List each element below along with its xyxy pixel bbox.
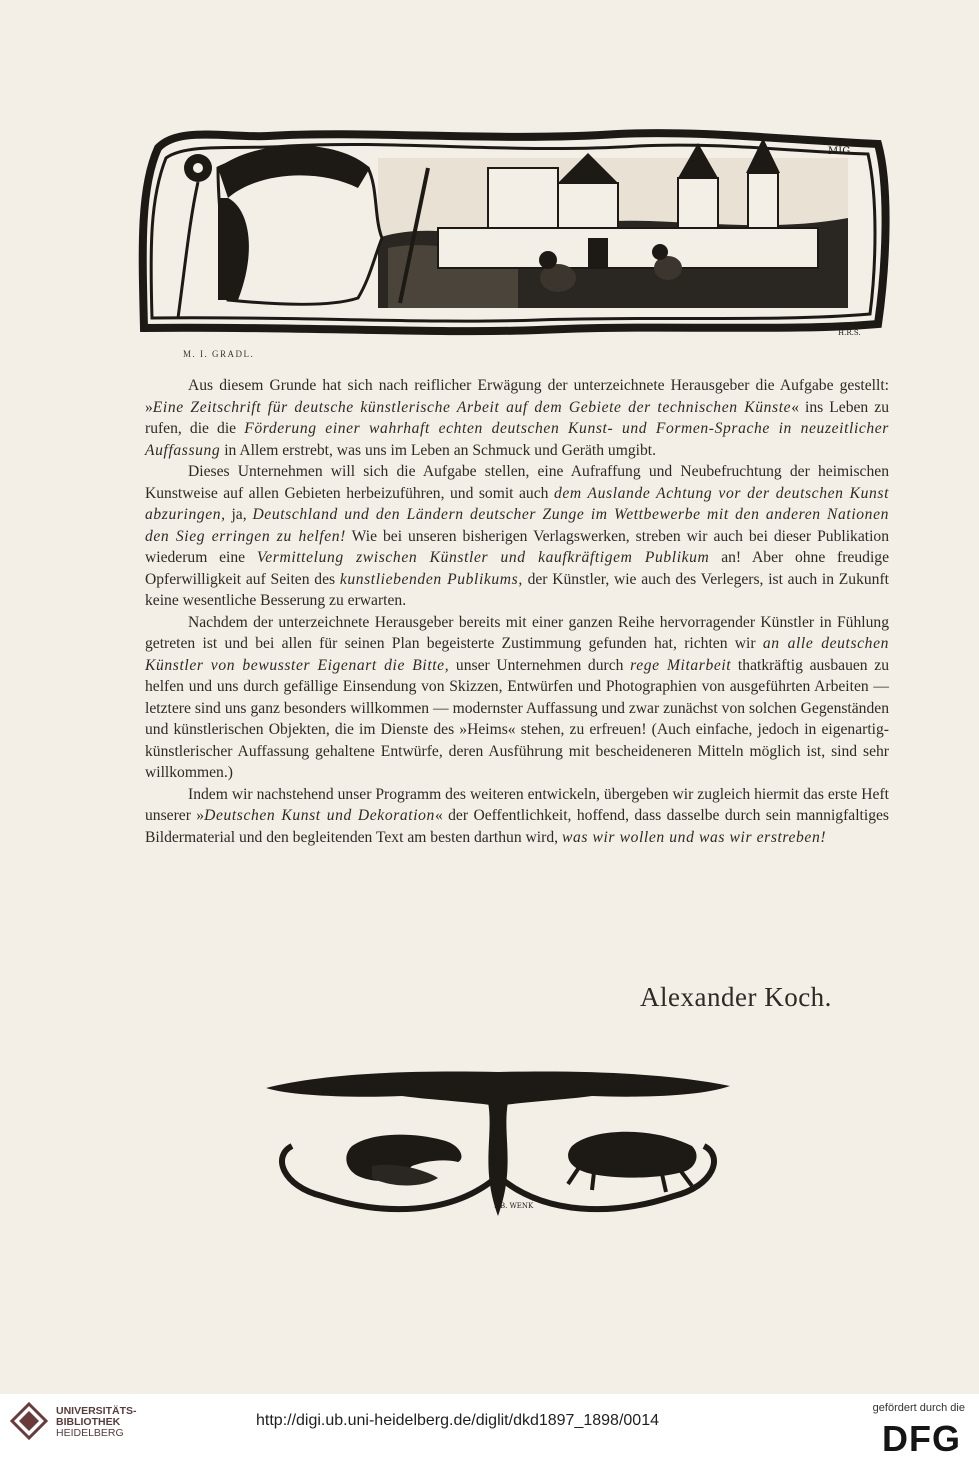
footer-bar — [0, 1394, 979, 1466]
text-run: in Allem erstrebt, was uns im Leben an Schmuck und Geräth umgibt. — [220, 441, 656, 459]
text-run: Nachdem der unterzeichnete Herausgeber bereits mit einer ganzen Reihe hervorragender Künstler in Fühlung getreten ist und bei allen für seinen Plan begeisterte Zustimmung gefunden hat, richten wir — [145, 613, 889, 652]
body-text — [145, 375, 889, 848]
text-run: ja, — [225, 506, 253, 523]
emphasis-text: an alle deutschen Künstler von bewusster Eigenart die Bitte, — [145, 635, 889, 674]
emphasis-text: Deutschen Kunst und Dekoration — [204, 807, 435, 824]
emphasis-text: kunstliebenden Publikums, — [339, 570, 523, 588]
emphasis-text: Vermittelung zwischen Künstler und kaufkräftigem Publikum — [256, 549, 710, 566]
emphasis-text: was wir wollen und was wir erstreben! — [561, 828, 827, 846]
text-run: Dieses Unternehmen will sich die Aufgabe stellen, eine Aufraffung und Neubefruchtung der heimischen Kunstweise auf allen Gebieten herbeizuführen, und somit auch — [145, 463, 889, 502]
text-run: Wie bei unseren bisherigen Verlagswerken, streben wir auch bei dieser Publikation wiederum eine — [145, 527, 890, 566]
text-run: « ins Leben zu rufen, die die — [145, 398, 889, 437]
dfg-logo[interactable]: DFG — [882, 1418, 961, 1459]
text-run: Aus diesem Grunde hat sich nach reiflicher Erwägung der unterzeichnete Herausgeber die Aufgabe gestellt: » — [145, 377, 889, 416]
paragraph — [145, 375, 889, 461]
headpiece-mark: H.R.S. — [838, 329, 861, 337]
text-run: thatkräftig ausbauen zu helfen und uns durch gefällige Einsendung von Skizzen, Entwürfen und Photographien von ausgeführten Arbeiten — letztere sind uns ganz besonders willkommen — modernster Auffassung und zwar zunächst von solchen Gegenständen und künstlerischen Objekten, die im Dienste des »Heims« stehen, zu erfreuen! (Auch einfache, jedoch in eigenartig-künstlerischer Auffassung gehaltene Entwürfe, deren Ausführung mit bescheideneren Mitteln möglich ist, sind sehr willkommen.) — [145, 656, 889, 781]
illustration-caption: M. I. GRADL. — [183, 349, 255, 359]
funded-by-label: gefördert durch die — [872, 1402, 965, 1414]
paragraph — [145, 784, 889, 849]
headpiece-illustration — [138, 128, 890, 338]
text-run: « der Oeffentlichkeit, hoffend, dass dasselbe durch sein mannigfaltiges Bildermaterial und den begleitenden Text am besten darthun wird, — [145, 807, 889, 846]
emphasis-text: Deutschland und den Ländern deutscher Zunge im Wettbewerbe mit den anderen Nationen den Sieg erringen zu helfen! — [145, 506, 889, 545]
library-name[interactable] — [56, 1406, 137, 1439]
document-url-link[interactable]: http://digi.ub.uni-heidelberg.de/diglit/dkd1897_1898/0014 — [256, 1412, 659, 1429]
emphasis-text: rege Mitarbeit — [630, 656, 732, 674]
author-signature: Alexander Koch. — [640, 982, 832, 1012]
emphasis-text: dem Auslande Achtung vor der deutschen Kunst abzuringen, — [145, 484, 890, 523]
text-run: unser Unternehmen durch — [449, 656, 631, 674]
text-run: Indem wir nachstehend unser Programm des weiteren entwickeln, übergeben wir zugleich hiermit das erste Heft unserer » — [145, 785, 889, 824]
headpiece-signature: MIG — [828, 146, 851, 157]
text-run: an! Aber ohne freudige Opferwilligkeit auf Seiten des — [145, 549, 889, 588]
tailpiece-mark: F.B. WENK — [494, 1202, 534, 1210]
paragraph — [145, 612, 889, 784]
emphasis-text: Eine Zeitschrift für deutsche künstlerische Arbeit auf dem Gebiete der technischen Künste — [152, 398, 792, 416]
text-run: der Künstler, wie auch des Verlegers, ist auch in Zukunft keine wesentliche Besserung zu erwarten. — [145, 570, 889, 609]
library-name-line2: BIBLIOTHEK — [56, 1416, 121, 1428]
library-name-line1: UNIVERSITÄTS- — [56, 1405, 137, 1417]
tailpiece-illustration — [262, 1066, 734, 1222]
library-logo-icon — [10, 1402, 48, 1440]
library-name-line3: HEIDELBERG — [56, 1427, 124, 1439]
paragraph — [145, 461, 889, 612]
emphasis-text: Förderung einer wahrhaft echten deutschen Kunst- und Formen-Sprache in neuzeitlicher Auffassung — [145, 420, 889, 459]
